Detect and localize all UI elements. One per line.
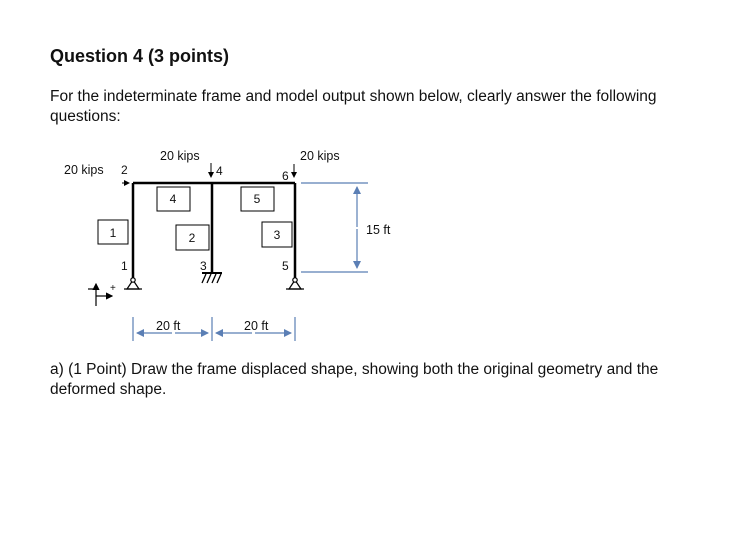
fixed-support-middle <box>202 273 222 283</box>
question-prompt: For the indeterminate frame and model output shown below, clearly answer the following questions: <box>50 88 657 125</box>
axes-icon <box>88 284 112 306</box>
node-label-2: 2 <box>121 163 128 177</box>
element-label-1: 1 <box>109 226 117 240</box>
element-box-2 <box>176 225 209 250</box>
pin-support-left <box>124 278 142 289</box>
vertical-dimension <box>301 183 368 272</box>
axis-sign: + <box>110 283 116 294</box>
element-label-3: 3 <box>273 228 281 242</box>
element-label-2: 2 <box>188 231 196 245</box>
question-title: Question 4 (3 points) <box>50 46 230 66</box>
span-left-label: 20 ft <box>156 319 181 333</box>
pin-support-right <box>286 278 304 289</box>
node-label-6: 6 <box>282 169 289 183</box>
height-label: 15 ft <box>366 223 391 237</box>
element-label-5: 5 <box>253 192 261 206</box>
span-right-label: 20 ft <box>244 319 269 333</box>
node-label-1: 1 <box>121 259 128 273</box>
element-box-1 <box>98 220 128 244</box>
node-label-4: 4 <box>216 164 223 178</box>
element-box-5 <box>241 187 274 211</box>
part-a-question: a) (1 Point) Draw the frame displaced shape, showing both the original geometry and the deformed shape. <box>50 361 659 398</box>
element-box-3 <box>262 222 292 247</box>
node-label-3: 3 <box>200 259 207 273</box>
node-label-5: 5 <box>282 259 289 273</box>
element-label-4: 4 <box>169 192 177 206</box>
load-label-middle: 20 kips <box>160 149 200 163</box>
load-label-left: 20 kips <box>64 163 104 177</box>
load-label-right: 20 kips <box>300 149 340 163</box>
element-box-4 <box>157 187 190 211</box>
